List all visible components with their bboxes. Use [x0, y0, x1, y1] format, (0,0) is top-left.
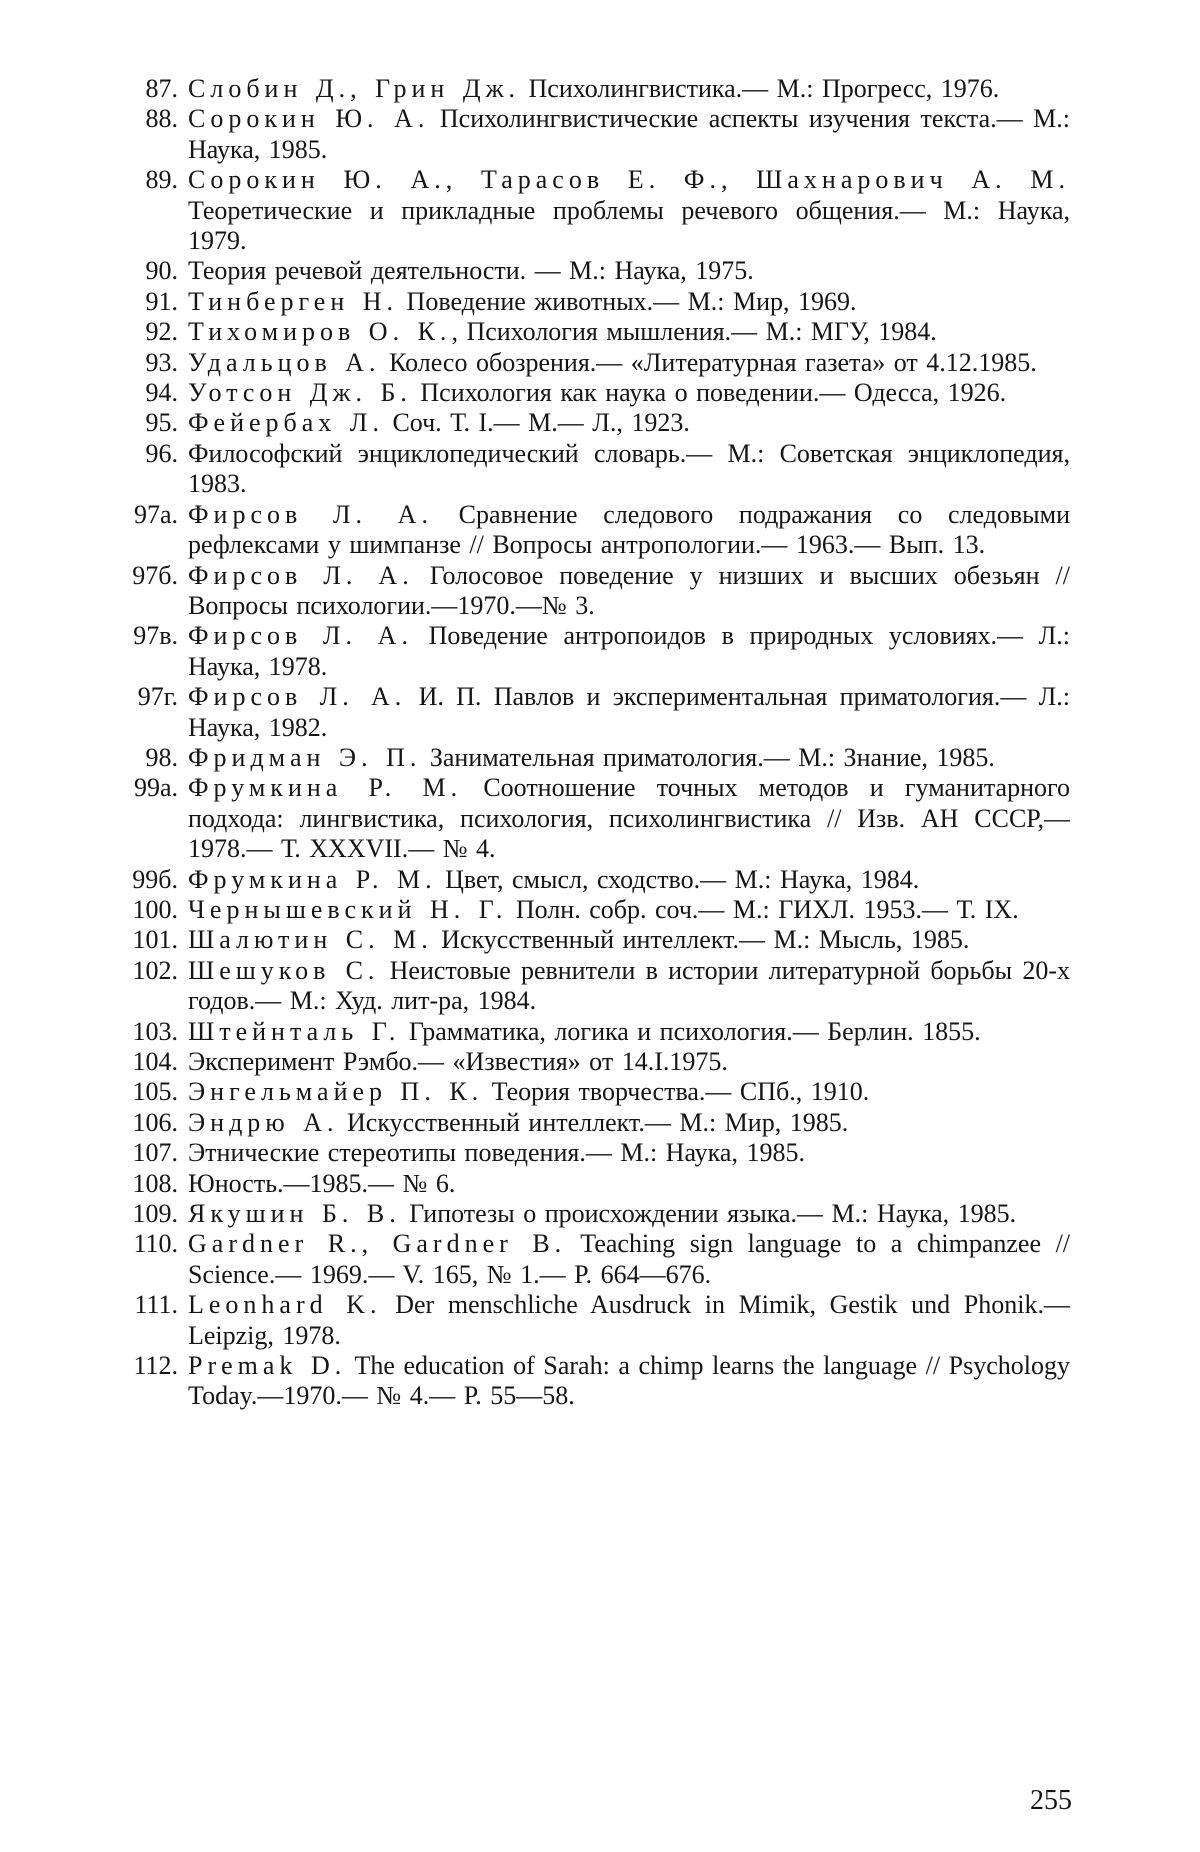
entry-text [188, 1047, 1070, 1077]
entry-author: Удальцов А. [188, 347, 381, 377]
bibliography-entry [118, 682, 1070, 743]
bibliography-list [118, 74, 1070, 1412]
entry-author: Фирсов Л. А. [188, 499, 433, 529]
bibliography-entry [118, 348, 1070, 378]
entry-author: Фирсов Л. А. [188, 560, 414, 590]
entry-author: Фирсов Л. А. [188, 682, 407, 712]
bibliography-entry [118, 1351, 1070, 1412]
entry-text [188, 925, 1070, 955]
bibliography-entry [118, 317, 1070, 347]
entry-citation: The education of Sarah: a chimp learns the language // Psychology Today.—1970.— № 4.— P. 55—58. [188, 1351, 1071, 1411]
entry-text [188, 317, 1070, 347]
entry-text [188, 743, 1070, 773]
entry-text [188, 865, 1070, 895]
entry-text [188, 895, 1070, 925]
entry-number: 109. [132, 1199, 178, 1229]
entry-author: Шешуков С. [188, 955, 380, 985]
entry-citation: Грамматика, логика и психология.— Берлин. 1855. [400, 1016, 981, 1046]
entry-number: 88. [145, 104, 178, 134]
entry-number: 93. [145, 347, 178, 377]
entry-citation: Теоретические и прикладные проблемы речевого общения.— М.: Наука, 1979. [188, 195, 1070, 256]
bibliography-entry [118, 925, 1070, 955]
page-number: 255 [1030, 1785, 1072, 1816]
bibliography-entry [118, 561, 1070, 622]
entry-citation: Психология как наука о поведении.— Одесса, 1926. [411, 378, 1007, 408]
entry-text [188, 165, 1070, 256]
entry-citation: Психолингвистические аспекты изучения текста.— М.: Наука, 1985. [188, 104, 1070, 164]
bibliography-entry [118, 1047, 1070, 1077]
entry-author: Эндрю А. [188, 1107, 339, 1137]
entry-text [188, 104, 1070, 165]
entry-author: Шалютин С. М. [188, 925, 433, 955]
entry-text [188, 1138, 1070, 1168]
entry-number: 98. [145, 742, 178, 772]
entry-citation: Этнические стереотипы поведения.— М.: Наука, 1985. [188, 1138, 805, 1168]
entry-text [188, 348, 1070, 378]
entry-number: 91. [145, 286, 178, 316]
entry-number: 99б. [132, 864, 178, 894]
bibliography-entry [118, 895, 1070, 925]
bibliography-entry [118, 439, 1070, 500]
entry-text [188, 1290, 1070, 1351]
bibliography-entry [118, 104, 1070, 165]
entry-number: 96. [145, 438, 178, 468]
entry-number: 97б. [132, 560, 178, 590]
entry-number: 111. [134, 1290, 178, 1320]
entry-citation: Цвет, смысл, сходство.— М.: Наука, 1984. [436, 864, 920, 894]
bibliography-entry [118, 956, 1070, 1017]
entry-number: 110. [133, 1229, 178, 1259]
entry-citation: Сравнение следового подражания со следовыми рефлексами у шимпанзе // Вопросы антропологии.— 1963.— Вып. 13. [188, 499, 1071, 560]
entry-citation: Голосовое поведение у низших и высших обезьян // Вопросы психологии.—1970.—№ 3. [188, 560, 1070, 620]
bibliography-entry [118, 500, 1070, 561]
entry-author: Фрумкина Р. М. [188, 773, 463, 803]
entry-text [188, 1229, 1070, 1290]
entry-citation: , Психология мышления.— М.: МГУ, 1984. [451, 317, 937, 347]
entry-citation: Teaching sign language to a chimpanzee // Science.— 1969.— V. 165, № 1.— P. 664—676. [188, 1229, 1071, 1289]
entry-citation: Поведение животных.— М.: Мир, 1969. [398, 286, 857, 316]
bibliography-entry [118, 287, 1070, 317]
bibliography-entry [118, 1290, 1070, 1351]
entry-text [188, 621, 1070, 682]
entry-citation: Соч. Т. I.— М.— Л., 1923. [383, 408, 690, 438]
entry-number: 101. [132, 925, 178, 955]
entry-citation: Теория речевой деятельности. — М.: Наука, 1975. [188, 256, 754, 286]
entry-text [188, 408, 1070, 438]
entry-text [188, 1077, 1070, 1107]
entry-text [188, 256, 1070, 286]
entry-number: 95. [145, 408, 178, 438]
bibliography-entry [118, 74, 1070, 104]
entry-text [188, 1017, 1070, 1047]
entry-citation: Психолингвистика.— М.: Прогресс, 1976. [520, 74, 1000, 103]
entry-number: 97а. [133, 499, 178, 529]
bibliography-entry [118, 621, 1070, 682]
entry-number: 104. [132, 1047, 178, 1076]
entry-citation: Философский энциклопедический словарь.— М.: Советская энциклопедия, 1983. [188, 438, 1070, 499]
entry-author: Слобин Д., Грин Дж. [188, 74, 521, 103]
entry-citation: Занимательная приматология.— М.: Знание, 1985. [421, 742, 995, 772]
entry-text [188, 956, 1070, 1017]
entry-number: 92. [145, 317, 178, 347]
entry-text [188, 1169, 1070, 1199]
entry-text [188, 682, 1070, 743]
entry-citation: Юность.—1985.— № 6. [188, 1168, 456, 1198]
entry-author: Энгельмайер П. К. [188, 1077, 484, 1107]
entry-text [188, 439, 1070, 500]
entry-number: 97г. [137, 682, 178, 712]
bibliography-entry [118, 865, 1070, 895]
entry-number: 90. [145, 256, 178, 286]
entry-text [188, 773, 1070, 864]
entry-number: 99а. [133, 773, 178, 803]
entry-number: 102. [132, 955, 178, 985]
entry-author: Premak D. [188, 1351, 347, 1381]
entry-number: 107. [132, 1138, 178, 1168]
entry-text [188, 561, 1070, 622]
entry-author: Фейербах Л. [188, 408, 384, 438]
bibliography-entry [118, 378, 1070, 408]
entry-author: Фрумкина Р. М. [188, 864, 437, 894]
entry-number: 89. [145, 165, 178, 195]
entry-text [188, 500, 1070, 561]
bibliography-entry [118, 1108, 1070, 1138]
bibliography-entry [118, 408, 1070, 438]
entry-citation: Теория творчества.— СПб., 1910. [483, 1077, 870, 1107]
bibliography-entry [118, 1077, 1070, 1107]
bibliography-entry [118, 165, 1070, 256]
entry-author: Тихомиров О. К. [188, 317, 452, 347]
entry-citation: Полн. собр. соч.— М.: ГИХЛ. 1953.— Т. IX. [507, 894, 1019, 924]
entry-author: Якушин Б. В. [188, 1199, 401, 1229]
entry-number: 112. [133, 1351, 178, 1381]
entry-number: 106. [132, 1107, 178, 1137]
entry-citation: Der menschliche Ausdruck in Mimik, Gestik und Phonik.— Leipzig, 1978. [188, 1290, 1070, 1350]
entry-number: 94. [145, 378, 178, 408]
bibliography-entry [118, 1199, 1070, 1229]
bibliography-entry [118, 256, 1070, 286]
entry-text [188, 74, 1070, 104]
bibliography-entry [118, 1169, 1070, 1199]
entry-number: 103. [132, 1016, 178, 1046]
entry-number: 105. [132, 1077, 178, 1107]
bibliography-entry [118, 743, 1070, 773]
entry-author: Leonhard K. [188, 1290, 382, 1320]
bibliography-entry [118, 1017, 1070, 1047]
entry-text [188, 1351, 1070, 1412]
entry-number: 97в. [133, 621, 178, 651]
entry-citation: Неистовые ревнители в истории литературной борьбы 20-х годов.— М.: Худ. лит-ра, 1984. [188, 955, 1070, 1016]
entry-author: Фридман Э. П. [188, 742, 422, 772]
entry-citation: Соотношение точных методов и гуманитарного подхода: лингвистика, психология, психолингвистика // Изв. АН СССР,—1978.— Т. XXXVII.— № 4. [188, 773, 1071, 864]
entry-number: 87. [145, 74, 178, 103]
entry-citation: И. П. Павлов и экспериментальная приматология.— Л.: Наука, 1982. [188, 682, 1070, 742]
entry-author: Фирсов Л. А. [188, 621, 413, 651]
entry-citation: Колесо обозрения.— «Литературная газета» от 4.12.1985. [380, 347, 1037, 377]
entry-citation: Поведение антропоидов в природных условиях.— Л.: Наука, 1978. [188, 621, 1070, 681]
entry-author: Чернышевский Н. Г. [188, 894, 508, 924]
entry-number: 108. [132, 1168, 178, 1198]
entry-text [188, 1199, 1070, 1229]
entry-author: Уотсон Дж. Б. [188, 378, 412, 408]
entry-text [188, 1108, 1070, 1138]
entry-citation: Искусственный интеллект.— М.: Мир, 1985. [338, 1107, 849, 1137]
entry-author: Штейнталь Г. [188, 1016, 401, 1046]
entry-citation: Гипотезы о происхождении языка.— М.: Наука, 1985. [400, 1199, 1017, 1229]
entry-text [188, 378, 1070, 408]
entry-author: Сорокин Ю. А. [188, 104, 430, 134]
entry-citation: Искусственный интеллект.— М.: Мысль, 1985. [432, 925, 970, 955]
entry-text [188, 287, 1070, 317]
entry-citation: Эксперимент Рэмбо.— «Известия» от 14.I.1975. [188, 1047, 728, 1076]
entry-number: 100. [132, 894, 178, 924]
entry-author: Сорокин Ю. А., Тарасов Е. Ф., Шахнарович А. М. [188, 165, 1070, 195]
entry-author: Тинберген Н. [188, 286, 399, 316]
entry-author: Gardner R., Gardner B. [188, 1229, 567, 1259]
bibliography-entry [118, 773, 1070, 864]
bibliography-entry [118, 1229, 1070, 1290]
bibliography-entry [118, 1138, 1070, 1168]
